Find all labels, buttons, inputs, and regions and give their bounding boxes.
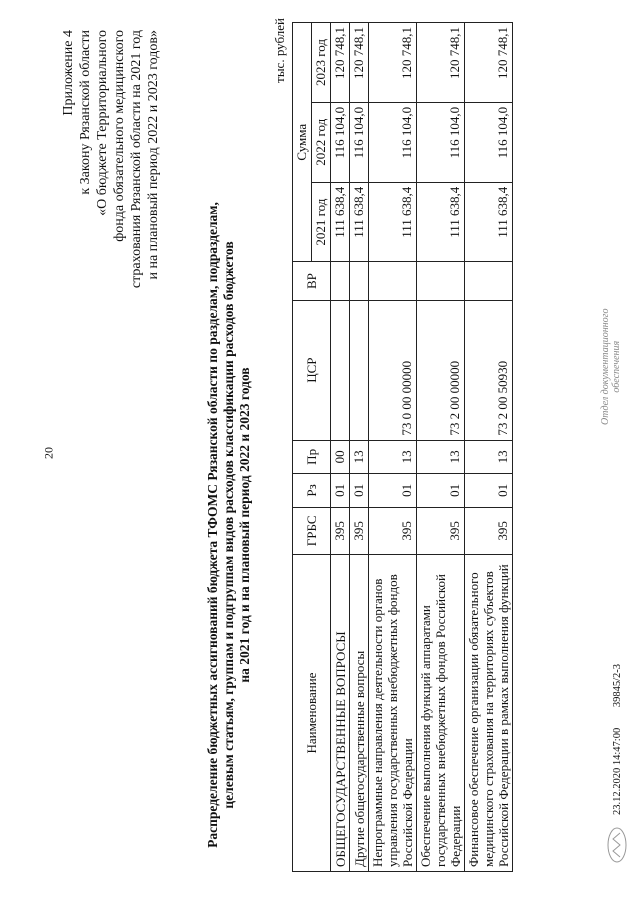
row-name: Другие общегосударственные вопросы: [350, 555, 369, 872]
row-vr: [331, 262, 350, 300]
footer-doc-id: 39845/2-3: [612, 663, 623, 708]
row-grbs: 395: [350, 507, 369, 554]
row-2022: 116 104,0: [350, 102, 369, 182]
row-pr: 13: [350, 440, 369, 474]
title-line: на 2021 год и на плановый период 2022 и 2023 годов: [237, 367, 252, 683]
row-2023: 120 748,1: [369, 23, 417, 103]
title-line: целевым статьям, группам и подгруппам видов расходов классификации расходов бюджетов: [221, 241, 236, 809]
budget-table: [292, 22, 513, 872]
row-grbs: 395: [369, 507, 417, 554]
units-label: тыс. рублей: [272, 18, 287, 83]
row-rz: 01: [369, 474, 417, 508]
row-rz: 01: [331, 474, 350, 508]
stamp-icon: [606, 825, 628, 865]
row-name: Обеспечение выполнения функций аппаратами государственных внебюджетных фондов Российской Федерации: [417, 555, 465, 872]
appendix-header: [60, 30, 162, 450]
header-2023: 2023 год: [312, 23, 331, 103]
row-vr: [350, 262, 369, 300]
header-rz: Рз: [293, 474, 331, 508]
watermark-line: Отдел документационного: [600, 308, 611, 425]
row-2023: 120 748,1: [417, 23, 465, 103]
table-row: [369, 23, 417, 872]
header-2021: 2021 год: [312, 182, 331, 262]
footer-datetime: 23.12.2020 14:47:00: [612, 727, 623, 815]
row-2022: 116 104,0: [465, 102, 513, 182]
row-pr: 13: [417, 440, 465, 474]
row-grbs: 395: [417, 507, 465, 554]
row-grbs: 395: [465, 507, 513, 554]
row-pr: 13: [369, 440, 417, 474]
row-pr: 00: [331, 440, 350, 474]
watermark: [600, 308, 622, 425]
row-vr: [417, 262, 465, 300]
row-2021: 111 638,4: [331, 182, 350, 262]
row-rz: 01: [465, 474, 513, 508]
row-2023: 120 748,1: [350, 23, 369, 103]
row-2021: 111 638,4: [369, 182, 417, 262]
row-csr: [350, 300, 369, 440]
row-2023: 120 748,1: [331, 23, 350, 103]
row-2022: 116 104,0: [417, 102, 465, 182]
header-pr: Пр: [293, 440, 331, 474]
table-row: [417, 23, 465, 872]
header-name: Наименование: [293, 555, 331, 872]
row-2022: 116 104,0: [369, 102, 417, 182]
document-title: [205, 165, 253, 885]
title-line: Распределение бюджетных ассигнований бюджета ТФОМС Рязанской области по разделам, подразделам,: [205, 202, 220, 848]
row-2023: 120 748,1: [465, 23, 513, 103]
row-vr: [465, 262, 513, 300]
row-2021: 111 638,4: [465, 182, 513, 262]
row-vr: [369, 262, 417, 300]
appendix-line: «О бюджете Территориального: [95, 30, 110, 216]
header-vr: ВР: [293, 262, 331, 300]
row-pr: 13: [465, 440, 513, 474]
row-csr: 73 2 00 50930: [465, 300, 513, 440]
appendix-line: Приложение 4: [61, 30, 76, 116]
row-2021: 111 638,4: [417, 182, 465, 262]
appendix-line: к Закону Рязанской области: [78, 30, 93, 195]
row-2021: 111 638,4: [350, 182, 369, 262]
table-row: [331, 23, 350, 872]
row-rz: 01: [350, 474, 369, 508]
page-number: 20: [41, 447, 56, 459]
table-row: [465, 23, 513, 872]
appendix-line: страхования Рязанской области на 2021 год: [129, 30, 144, 289]
row-name: Непрограммные направления деятельности органов управления государственных внебюджетных фондов Российской Федерации: [369, 555, 417, 872]
row-name: ОБЩЕГОСУДАРСТВЕННЫЕ ВОПРОСЫ: [331, 555, 350, 872]
table-row: [350, 23, 369, 872]
header-csr: ЦСР: [293, 300, 331, 440]
row-csr: 73 2 00 00000: [417, 300, 465, 440]
appendix-line: и на плановый период 2022 и 2023 годов»: [146, 30, 161, 280]
header-grbs: ГРБС: [293, 507, 331, 554]
row-csr: [331, 300, 350, 440]
appendix-line: фонда обязательного медицинского: [112, 30, 127, 242]
row-name: Финансовое обеспечение организации обязательного медицинского страхования на территориях субъектов Российской Федерации в рамках выполнения функций: [465, 555, 513, 872]
header-2022: 2022 год: [312, 102, 331, 182]
header-sum: Сумма: [293, 23, 312, 262]
footer: [612, 646, 623, 815]
row-grbs: 395: [331, 507, 350, 554]
row-2022: 116 104,0: [331, 102, 350, 182]
watermark-line: обеспечения: [611, 340, 622, 393]
row-csr: 73 0 00 00000: [369, 300, 417, 440]
row-rz: 01: [417, 474, 465, 508]
